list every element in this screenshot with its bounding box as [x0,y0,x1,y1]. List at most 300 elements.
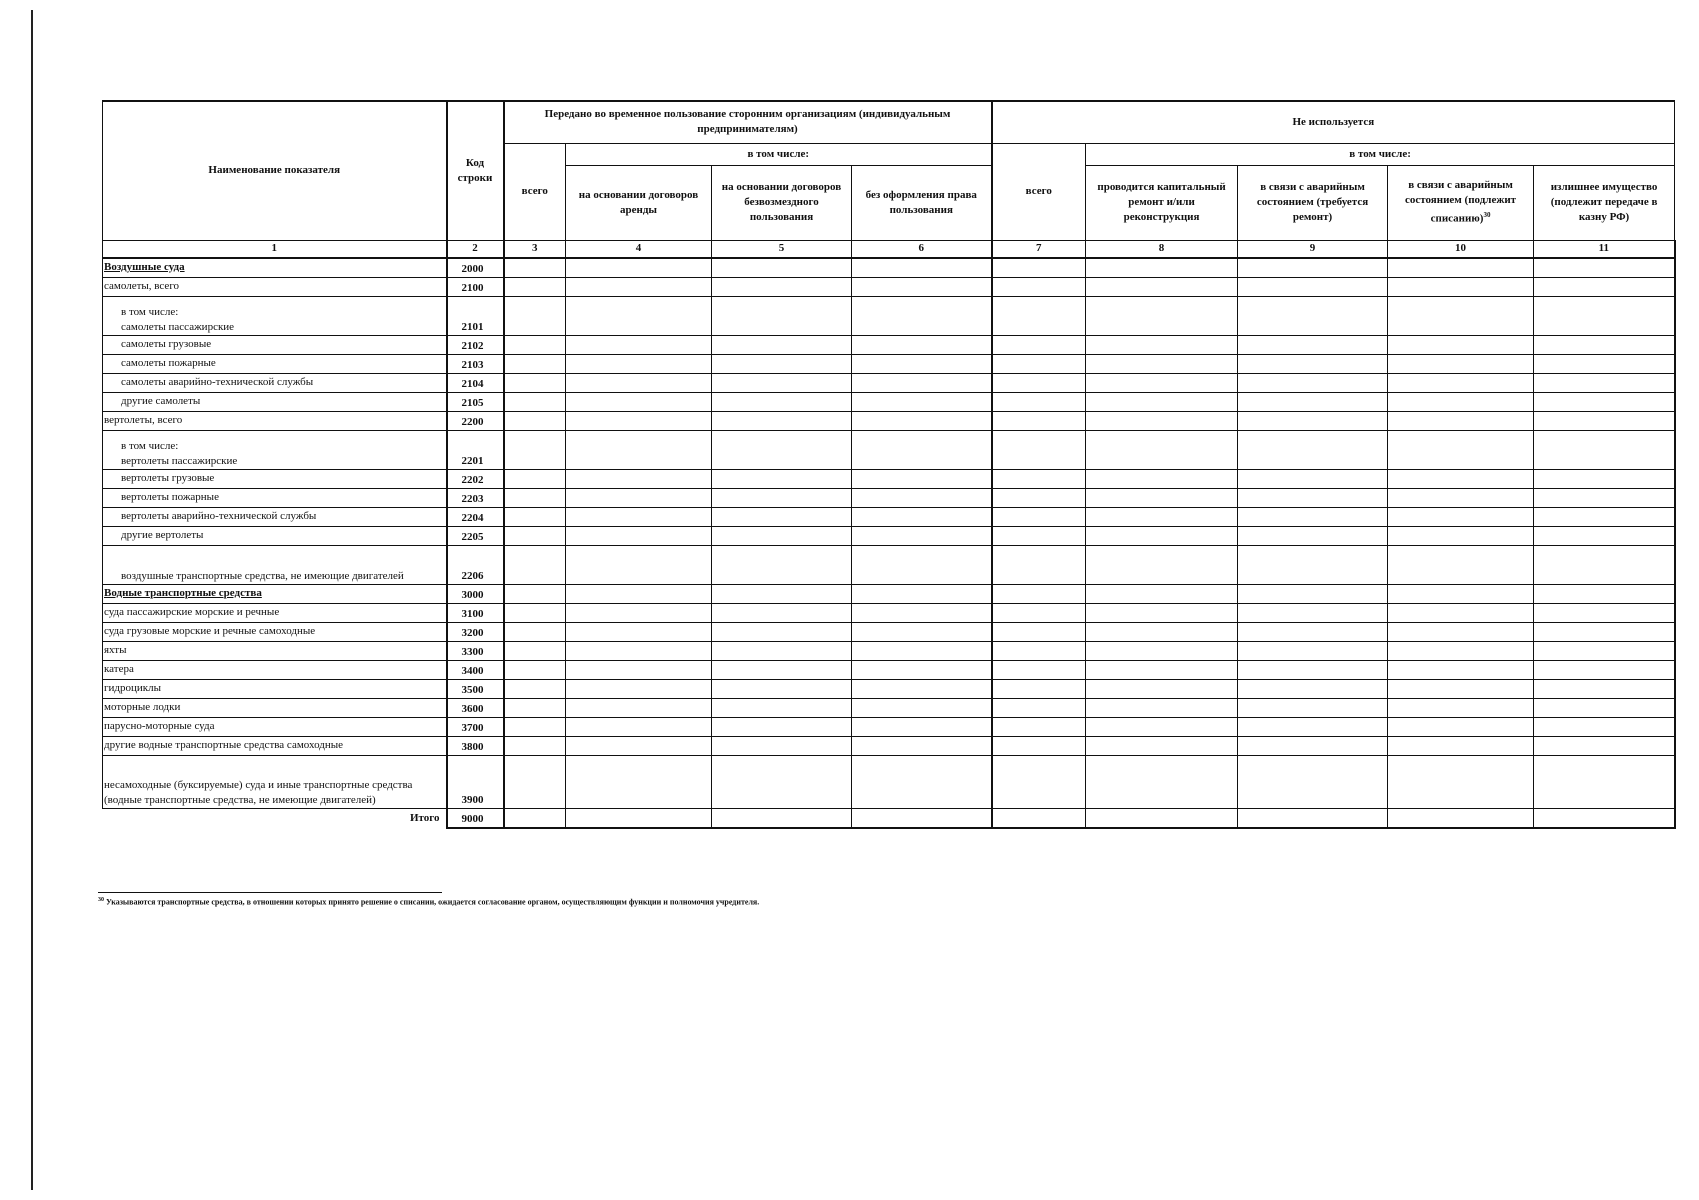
cell-col-9[interactable] [1238,755,1388,808]
cell-col-10[interactable] [1388,808,1534,828]
cell-col-8[interactable] [1086,335,1238,354]
cell-col-7[interactable] [992,698,1086,717]
cell-col-4[interactable] [566,603,712,622]
cell-col-5[interactable] [712,660,852,679]
row-code: 3200 [447,622,504,641]
row-label-text: самолеты грузовые [121,338,212,350]
cell-col-3[interactable] [504,526,566,545]
cell-col-4[interactable] [566,660,712,679]
row-code: 3300 [447,641,504,660]
cell-col-11[interactable] [1534,296,1675,335]
cell-col-6[interactable] [852,488,992,507]
cell-col-10[interactable] [1388,622,1534,641]
cell-col-6[interactable] [852,622,992,641]
cell-col-8[interactable] [1086,411,1238,430]
cell-col-4[interactable] [566,808,712,828]
row-label-text: несамоходные (буксируемые) суда и иные транспортные средства (водные транспортные средства, не имеющие двигателей) [104,778,413,806]
cell-col-11[interactable] [1534,603,1675,622]
cell-col-4[interactable] [566,296,712,335]
row-label [103,411,447,430]
cell-col-10[interactable] [1388,373,1534,392]
row-label [103,469,447,488]
cell-col-4[interactable] [566,392,712,411]
cell-col-4[interactable] [566,755,712,808]
column-number-9: 9 [1238,240,1388,258]
cell-col-9[interactable] [1238,488,1388,507]
cell-col-9[interactable] [1238,373,1388,392]
cell-col-11[interactable] [1534,698,1675,717]
row-label [103,335,447,354]
cell-col-11[interactable] [1534,584,1675,603]
cell-col-5[interactable] [712,373,852,392]
cell-col-6[interactable] [852,296,992,335]
cell-col-11[interactable] [1534,526,1675,545]
cell-col-5[interactable] [712,584,852,603]
cell-col-10[interactable] [1388,584,1534,603]
column-number-11: 11 [1534,240,1675,258]
row-code: 2100 [447,277,504,296]
cell-col-5[interactable] [712,603,852,622]
cell-col-8[interactable] [1086,488,1238,507]
cell-col-6[interactable] [852,526,992,545]
cell-col-8[interactable] [1086,277,1238,296]
header-no-registration: без оформления права пользования [852,165,992,240]
cell-col-4[interactable] [566,373,712,392]
cell-col-11[interactable] [1534,258,1675,278]
cell-col-8[interactable] [1086,430,1238,469]
cell-col-3[interactable] [504,430,566,469]
cell-col-5[interactable] [712,736,852,755]
cell-col-11[interactable] [1534,335,1675,354]
cell-col-4[interactable] [566,622,712,641]
row-label-text: катера [104,663,134,675]
cell-col-10[interactable] [1388,335,1534,354]
cell-col-4[interactable] [566,430,712,469]
cell-col-7[interactable] [992,430,1086,469]
cell-col-5[interactable] [712,430,852,469]
cell-col-6[interactable] [852,584,992,603]
cell-col-5[interactable] [712,469,852,488]
cell-col-3[interactable] [504,545,566,584]
cell-col-4[interactable] [566,736,712,755]
cell-col-3[interactable] [504,277,566,296]
cell-col-7[interactable] [992,277,1086,296]
cell-col-5[interactable] [712,488,852,507]
cell-col-7[interactable] [992,736,1086,755]
cell-col-8[interactable] [1086,755,1238,808]
cell-col-11[interactable] [1534,392,1675,411]
cell-col-9[interactable] [1238,296,1388,335]
cell-col-5[interactable] [712,258,852,278]
cell-col-6[interactable] [852,603,992,622]
cell-col-7[interactable] [992,808,1086,828]
cell-col-6[interactable] [852,698,992,717]
row-label [103,584,447,603]
cell-col-7[interactable] [992,258,1086,278]
cell-col-9[interactable] [1238,258,1388,278]
cell-col-9[interactable] [1238,335,1388,354]
cell-col-7[interactable] [992,679,1086,698]
cell-col-11[interactable] [1534,622,1675,641]
cell-col-3[interactable] [504,507,566,526]
cell-col-7[interactable] [992,545,1086,584]
row-label-text: самолеты, всего [104,280,180,292]
cell-col-7[interactable] [992,622,1086,641]
cell-col-3[interactable] [504,258,566,278]
cell-col-3[interactable] [504,373,566,392]
cell-col-5[interactable] [712,679,852,698]
cell-col-3[interactable] [504,488,566,507]
cell-col-3[interactable] [504,469,566,488]
row-code: 2200 [447,411,504,430]
row-label-text: другие вертолеты [121,529,204,541]
cell-col-3[interactable] [504,584,566,603]
cell-col-10[interactable] [1388,660,1534,679]
cell-col-6[interactable] [852,808,992,828]
cell-col-5[interactable] [712,277,852,296]
cell-col-6[interactable] [852,258,992,278]
row-code: 3000 [447,584,504,603]
cell-col-11[interactable] [1534,808,1675,828]
cell-col-11[interactable] [1534,488,1675,507]
row-label-text: вертолеты аварийно-технической службы [121,510,317,522]
row-label-text: вертолеты пожарные [121,491,219,503]
cell-col-6[interactable] [852,469,992,488]
cell-col-11[interactable] [1534,755,1675,808]
table-row [103,736,1675,755]
cell-col-5[interactable] [712,808,852,828]
cell-col-9[interactable] [1238,736,1388,755]
cell-col-6[interactable] [852,717,992,736]
table-row [103,698,1675,717]
cell-col-8[interactable] [1086,392,1238,411]
row-label-text: воздушные транспортные средства, не имеющие двигателей [121,569,404,582]
cell-col-9[interactable] [1238,411,1388,430]
cell-col-8[interactable] [1086,622,1238,641]
cell-col-5[interactable] [712,755,852,808]
table-row [103,622,1675,641]
cell-col-6[interactable] [852,354,992,373]
cell-col-7[interactable] [992,603,1086,622]
cell-col-6[interactable] [852,430,992,469]
cell-col-3[interactable] [504,717,566,736]
row-code: 2101 [447,296,504,335]
row-label [103,526,447,545]
cell-col-5[interactable] [712,354,852,373]
cell-col-7[interactable] [992,411,1086,430]
row-label [103,488,447,507]
cell-col-10[interactable] [1388,277,1534,296]
transport-usage-table [102,100,1676,829]
cell-col-8[interactable] [1086,526,1238,545]
header-including-transferred: в том числе: [566,143,992,165]
footnote-number: 30 [98,897,104,903]
cell-col-11[interactable] [1534,354,1675,373]
cell-col-6[interactable] [852,373,992,392]
cell-col-3[interactable] [504,622,566,641]
row-label-text: гидроциклы [104,682,161,694]
cell-col-9[interactable] [1238,430,1388,469]
cell-col-9[interactable] [1238,526,1388,545]
cell-col-4[interactable] [566,335,712,354]
cell-col-3[interactable] [504,736,566,755]
cell-col-5[interactable] [712,641,852,660]
cell-col-11[interactable] [1534,641,1675,660]
cell-col-9[interactable] [1238,622,1388,641]
cell-col-6[interactable] [852,411,992,430]
cell-col-10[interactable] [1388,430,1534,469]
cell-col-5[interactable] [712,545,852,584]
cell-col-3[interactable] [504,354,566,373]
cell-col-10[interactable] [1388,507,1534,526]
cell-col-6[interactable] [852,755,992,808]
cell-col-7[interactable] [992,354,1086,373]
cell-col-4[interactable] [566,545,712,584]
cell-col-8[interactable] [1086,679,1238,698]
cell-col-9[interactable] [1238,277,1388,296]
row-code: 2201 [447,430,504,469]
cell-col-4[interactable] [566,277,712,296]
row-label-text: самолеты пассажирские [121,320,235,333]
cell-col-8[interactable] [1086,736,1238,755]
cell-col-10[interactable] [1388,545,1534,584]
header-emergency-writeoff [1388,165,1534,240]
cell-col-9[interactable] [1238,545,1388,584]
cell-col-8[interactable] [1086,717,1238,736]
row-code: 2202 [447,469,504,488]
cell-col-11[interactable] [1534,430,1675,469]
cell-col-11[interactable] [1534,679,1675,698]
row-prefix: в том числе: [121,305,179,318]
cell-col-6[interactable] [852,641,992,660]
row-prefix: в том числе: [121,439,179,452]
header-transferred: Передано во временное пользование сторонним организациям (индивидуальным предпринимателям) [504,101,992,143]
cell-col-8[interactable] [1086,507,1238,526]
cell-col-9[interactable] [1238,679,1388,698]
cell-col-8[interactable] [1086,296,1238,335]
cell-col-7[interactable] [992,469,1086,488]
cell-col-5[interactable] [712,622,852,641]
cell-col-4[interactable] [566,584,712,603]
header-lease: на основании договоров аренды [566,165,712,240]
table-row [103,258,1675,278]
cell-col-4[interactable] [566,717,712,736]
cell-col-11[interactable] [1534,717,1675,736]
cell-col-4[interactable] [566,469,712,488]
cell-col-3[interactable] [504,698,566,717]
cell-col-4[interactable] [566,698,712,717]
cell-col-6[interactable] [852,335,992,354]
cell-col-11[interactable] [1534,411,1675,430]
cell-col-6[interactable] [852,392,992,411]
cell-col-3[interactable] [504,392,566,411]
cell-col-5[interactable] [712,335,852,354]
cell-col-10[interactable] [1388,698,1534,717]
cell-col-7[interactable] [992,373,1086,392]
footnote-text: Указываются транспортные средства, в отношении которых принято решение о списании, ожидается согласование органом, осуществляющим функции и полномочия учредителя. [106,897,760,907]
cell-col-10[interactable] [1388,526,1534,545]
cell-col-5[interactable] [712,392,852,411]
cell-col-3[interactable] [504,679,566,698]
cell-col-10[interactable] [1388,736,1534,755]
cell-col-9[interactable] [1238,354,1388,373]
cell-col-8[interactable] [1086,660,1238,679]
cell-col-5[interactable] [712,411,852,430]
cell-col-7[interactable] [992,296,1086,335]
cell-col-3[interactable] [504,335,566,354]
cell-col-4[interactable] [566,411,712,430]
cell-col-8[interactable] [1086,603,1238,622]
row-code: 2102 [447,335,504,354]
header-surplus-property: излишнее имущество (подлежит передаче в казну РФ) [1534,165,1675,240]
cell-col-10[interactable] [1388,488,1534,507]
cell-col-11[interactable] [1534,469,1675,488]
cell-col-7[interactable] [992,584,1086,603]
cell-col-7[interactable] [992,755,1086,808]
row-label-text: моторные лодки [104,701,181,713]
cell-col-8[interactable] [1086,354,1238,373]
cell-col-10[interactable] [1388,717,1534,736]
cell-col-9[interactable] [1238,584,1388,603]
cell-col-6[interactable] [852,660,992,679]
cell-col-9[interactable] [1238,698,1388,717]
cell-col-9[interactable] [1238,603,1388,622]
cell-col-9[interactable] [1238,660,1388,679]
row-label-text: вертолеты, всего [104,414,183,426]
row-label [103,603,447,622]
cell-col-11[interactable] [1534,736,1675,755]
cell-col-6[interactable] [852,736,992,755]
column-number-1: 1 [103,240,447,258]
row-label [103,660,447,679]
cell-col-11[interactable] [1534,507,1675,526]
row-label [103,354,447,373]
row-label-text: самолеты аварийно-технической службы [121,376,314,388]
cell-col-7[interactable] [992,488,1086,507]
cell-col-7[interactable] [992,660,1086,679]
cell-col-9[interactable] [1238,507,1388,526]
cell-col-11[interactable] [1534,660,1675,679]
cell-col-7[interactable] [992,526,1086,545]
cell-col-8[interactable] [1086,808,1238,828]
cell-col-10[interactable] [1388,392,1534,411]
cell-col-3[interactable] [504,808,566,828]
header-capital-repair: проводится капитальный ремонт и/или реконструкция [1086,165,1238,240]
column-number-4: 4 [566,240,712,258]
row-label [103,258,447,278]
row-label [103,679,447,698]
table-row [103,679,1675,698]
cell-col-5[interactable] [712,717,852,736]
row-label [103,296,447,335]
cell-col-4[interactable] [566,258,712,278]
cell-col-10[interactable] [1388,469,1534,488]
cell-col-4[interactable] [566,354,712,373]
row-code: 3400 [447,660,504,679]
row-label-text: суда грузовые морские и речные самоходные [104,625,316,637]
cell-col-10[interactable] [1388,641,1534,660]
cell-col-9[interactable] [1238,469,1388,488]
cell-col-8[interactable] [1086,258,1238,278]
cell-col-10[interactable] [1388,679,1534,698]
row-label-text: другие самолеты [121,395,201,407]
cell-col-8[interactable] [1086,584,1238,603]
cell-col-7[interactable] [992,641,1086,660]
cell-col-3[interactable] [504,660,566,679]
cell-col-9[interactable] [1238,717,1388,736]
cell-col-9[interactable] [1238,392,1388,411]
footnote [98,897,759,907]
header-emergency-writeoff-text: в связи с аварийным состоянием (подлежит списанию) [1404,179,1517,225]
cell-col-5[interactable] [712,507,852,526]
cell-col-3[interactable] [504,603,566,622]
cell-col-8[interactable] [1086,545,1238,584]
row-label [103,507,447,526]
cell-col-11[interactable] [1534,545,1675,584]
cell-col-3[interactable] [504,296,566,335]
cell-col-9[interactable] [1238,808,1388,828]
cell-col-6[interactable] [852,545,992,584]
row-code: 3100 [447,603,504,622]
table-row [103,526,1675,545]
row-label-text: суда пассажирские морские и речные [104,606,280,618]
cell-col-5[interactable] [712,698,852,717]
cell-col-10[interactable] [1388,354,1534,373]
cell-col-4[interactable] [566,488,712,507]
cell-col-6[interactable] [852,277,992,296]
cell-col-6[interactable] [852,679,992,698]
cell-col-7[interactable] [992,335,1086,354]
cell-col-3[interactable] [504,641,566,660]
cell-col-8[interactable] [1086,641,1238,660]
cell-col-4[interactable] [566,641,712,660]
cell-col-8[interactable] [1086,373,1238,392]
cell-col-4[interactable] [566,507,712,526]
column-number-2: 2 [447,240,504,258]
cell-col-4[interactable] [566,526,712,545]
cell-col-10[interactable] [1388,755,1534,808]
cell-col-9[interactable] [1238,641,1388,660]
table-row [103,584,1675,603]
row-code: 2204 [447,507,504,526]
row-code: 3800 [447,736,504,755]
cell-col-3[interactable] [504,755,566,808]
row-label-text: Воздушные суда [104,261,185,273]
cell-col-7[interactable] [992,392,1086,411]
table-row [103,545,1675,584]
cell-col-3[interactable] [504,411,566,430]
cell-col-10[interactable] [1388,258,1534,278]
cell-col-10[interactable] [1388,603,1534,622]
header-row-code: Код строки [447,101,504,240]
cell-col-11[interactable] [1534,277,1675,296]
cell-col-7[interactable] [992,507,1086,526]
table-row [103,430,1675,469]
row-code: 2206 [447,545,504,584]
cell-col-4[interactable] [566,679,712,698]
cell-col-6[interactable] [852,507,992,526]
cell-col-11[interactable] [1534,373,1675,392]
cell-col-10[interactable] [1388,296,1534,335]
cell-col-10[interactable] [1388,411,1534,430]
report-table-container [102,100,1674,829]
cell-col-5[interactable] [712,296,852,335]
cell-col-8[interactable] [1086,469,1238,488]
cell-col-7[interactable] [992,717,1086,736]
cell-col-5[interactable] [712,526,852,545]
table-row [103,335,1675,354]
cell-col-8[interactable] [1086,698,1238,717]
